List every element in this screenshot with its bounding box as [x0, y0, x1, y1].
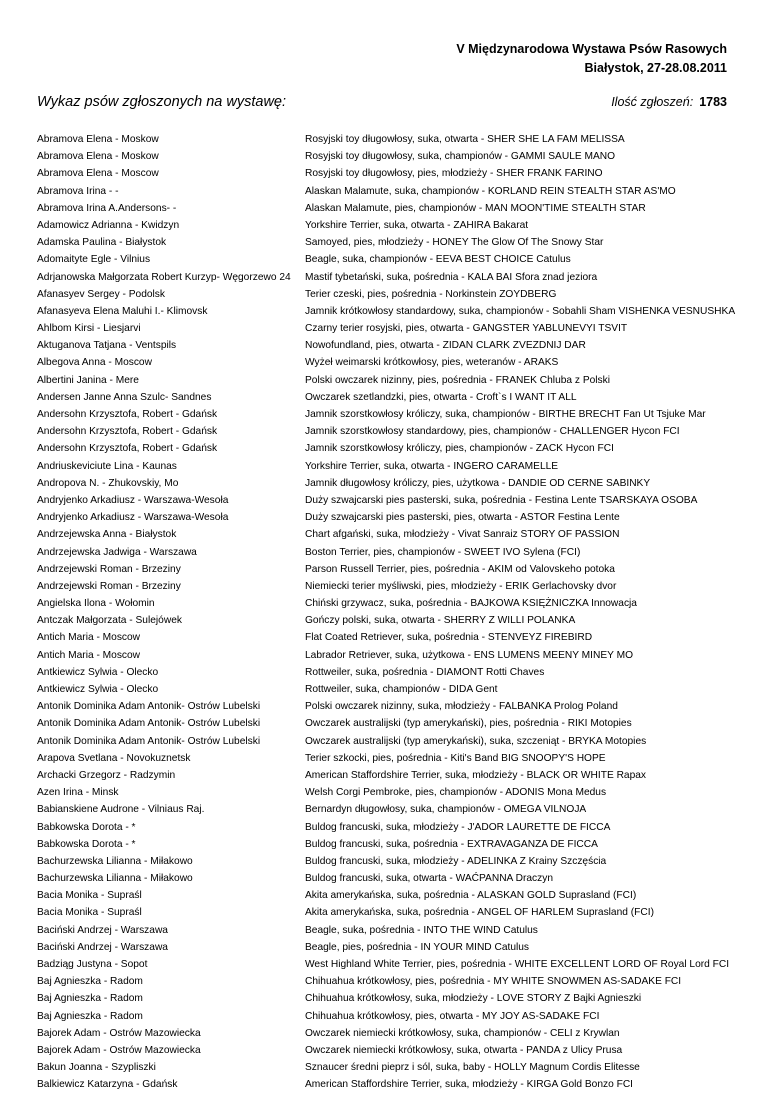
entry-row [37, 975, 757, 988]
entry-dog: Rottweiler, suka, championów - DIDA Gent [305, 684, 498, 695]
entry-row [37, 855, 757, 868]
entry-owner: Babkowska Dorota - * [37, 838, 136, 850]
entry-owner: Bajorek Adam - Ostrów Mazowiecka [37, 1044, 201, 1056]
entry-row [37, 253, 757, 266]
entry-row [37, 1044, 757, 1057]
entry-owner: Abramova Elena - Moscow [37, 168, 159, 180]
entry-row [37, 167, 757, 180]
entry-owner: Abramova Elena - Moskow [37, 151, 159, 163]
entry-owner: Andrzejewska Jadwiga - Warszawa [37, 546, 197, 558]
entry-owner: Adrjanowska Małgorzata Robert Kurzyp- Węgorzewo 24 [37, 271, 291, 283]
entry-dog: Jamnik krótkowłosy standardowy, suka, championów - Sobahli Sham VISHENKA VESNUSHKA [305, 305, 736, 317]
entry-row [37, 546, 757, 559]
entry-dog: Buldog francuski, suka, młodzieży - ADELINKA Z Krainy Szczęścia [305, 855, 607, 867]
entry-dog: Owczarek szetlandzki, pies, otwarta - Croft`s I WANT IT ALL [305, 391, 577, 403]
show-place-date: Białystok, 27-28.08.2011 [584, 61, 727, 75]
entry-owner: Azen Irina - Minsk [37, 787, 119, 799]
entry-owner: Bakun Joanna - Szypliszki [37, 1062, 156, 1074]
entry-row [37, 992, 757, 1005]
entry-dog: Chihuahua krótkowłosy, pies, pośrednia - MY WHITE SNOWMEN AS-SADAKE FCI [305, 976, 682, 988]
entry-owner: Abramova Elena - Moskow [37, 134, 159, 145]
entry-dog: Akita amerykańska, suka, pośrednia - ALASKAN GOLD Suprasland (FCI) [305, 890, 637, 902]
entry-dog: Polski owczarek nizinny, pies, pośrednia - FRANEK Chluba z Polski [305, 374, 610, 386]
entry-dog: Samoyed, pies, młodzieży - HONEY The Glow Of The Snowy Star [305, 237, 604, 249]
entry-owner: Badziąg Justyna - Sopot [37, 959, 148, 970]
entry-dog: Jamnik szorstkowłosy króliczy, suka, championów - BIRTHE BRECHT Fan Ut Tsjuke Mar [305, 409, 706, 420]
entry-dog: Beagle, suka, pośrednia - INTO THE WIND Catulus [305, 924, 538, 936]
entry-owner: Baj Agnieszka - Radom [37, 993, 143, 1005]
entry-row [37, 236, 757, 249]
entry-dog: Duży szwajcarski pies pasterski, pies, otwarta - ASTOR Festina Lente [305, 512, 620, 524]
entry-row [37, 185, 757, 198]
entry-row [37, 1061, 757, 1074]
entry-dog: Sznaucer średni pieprz i sól, suka, baby - HOLLY Magnum Cordis Elitesse [305, 1062, 640, 1074]
entry-row [37, 442, 757, 455]
entry-dog: Terier szkocki, pies, pośrednia - Kiti's Band BIG SNOOPY'S HOPE [305, 752, 606, 764]
entry-owner: Andrzejewska Anna - Białystok [37, 529, 177, 541]
entry-owner: Andrzejewski Roman - Brzeziny [37, 580, 181, 592]
entry-owner: Antonik Dominika Adam Antonik- Ostrów Lubelski [37, 701, 261, 713]
entry-owner: Andersohn Krzysztofa, Robert - Gdańsk [37, 409, 218, 420]
entry-dog: Rosyjski toy długowłosy, suka, otwarta - SHER SHE LA FAM MELISSA [305, 134, 625, 145]
entry-row [37, 752, 757, 765]
entry-row [37, 219, 757, 232]
entry-owner: Babkowska Dorota - * [37, 821, 136, 833]
entry-row [37, 408, 757, 421]
entry-row [37, 838, 757, 851]
entry-dog: Jamnik długowłosy króliczy, pies, użytkowa - DANDIE OD CERNE SABINKY [305, 477, 651, 489]
entry-dog: Bernardyn długowłosy, suka, championów - OMEGA VILNOJA [305, 804, 587, 816]
entry-row [37, 528, 757, 541]
entry-row [37, 1078, 757, 1091]
entry-owner: Aktuganova Tatjana - Ventspils [37, 340, 177, 352]
entry-dog: Mastif tybetański, suka, pośrednia - KALA BAI Sfora znad jeziora [305, 271, 598, 283]
entry-row [37, 460, 757, 473]
entry-owner: Abramova Irina A.Andersons- - [37, 202, 177, 214]
entry-row [37, 786, 757, 799]
entry-row [37, 597, 757, 610]
entry-dog: Jamnik szorstkowłosy standardowy, pies, championów - CHALLENGER Hycon FCI [305, 426, 680, 438]
entry-row [37, 700, 757, 713]
entry-dog: American Staffordshire Terrier, suka, młodzieży - BLACK OR WHITE Rapax [305, 769, 647, 781]
entry-row [37, 477, 757, 490]
entry-row [37, 271, 757, 284]
entry-owner: Albegova Anna - Moscow [37, 357, 152, 369]
entry-row [37, 150, 757, 163]
entry-owner: Antonik Dominika Adam Antonik- Ostrów Lubelski [37, 718, 261, 730]
entry-owner: Antczak Małgorzata - Sulejówek [37, 615, 182, 627]
entry-owner: Afanasyeva Elena Maluhi I.- Klimovsk [37, 305, 208, 317]
entry-owner: Ahlbom Kirsi - Liesjarvi [37, 323, 141, 335]
entry-dog: Chihuahua krótkowłosy, suka, młodzieży - LOVE STORY Z Bajki Agnieszki [305, 993, 642, 1005]
entry-dog: Rosyjski toy długowłosy, pies, młodzieży - SHER FRANK FARINO [305, 168, 603, 180]
entry-row [37, 374, 757, 387]
entry-owner: Balkiewicz Katarzyna - Gdańsk [37, 1079, 178, 1091]
entry-row [37, 322, 757, 335]
entry-row [37, 391, 757, 404]
entry-row [37, 803, 757, 816]
entry-dog: Rosyjski toy długowłosy, suka, championów - GAMMI SAULE MANO [305, 151, 616, 163]
entry-row [37, 735, 757, 748]
entries-list [37, 133, 757, 1096]
entry-owner: Andryjenko Arkadiusz - Warszawa-Wesoła [37, 512, 229, 524]
entry-row [37, 631, 757, 644]
entry-dog: Chart afgański, suka, młodzieży - Vivat Sanraiz STORY OF PASSION [305, 529, 620, 541]
entry-owner: Adomaityte Egle - Vilnius [37, 254, 151, 266]
entry-owner: Archacki Grzegorz - Radzymin [37, 769, 176, 781]
entry-row [37, 666, 757, 679]
entry-row [37, 1027, 757, 1040]
entry-owner: Antkiewicz Sylwia - Olecko [37, 666, 159, 678]
entry-dog: Nowofundland, pies, otwarta - ZIDAN CLARK ZVEZDNIJ DAR [305, 340, 586, 352]
document-header [456, 40, 727, 78]
entry-dog: Rottweiler, suka, pośrednia - DIAMONT Rotti Chaves [305, 666, 545, 678]
entry-dog: Owczarek niemiecki krótkowłosy, suka, otwarta - PANDA z Ulicy Prusa [305, 1044, 623, 1056]
entry-dog: Polski owczarek nizinny, suka, młodzieży - FALBANKA Prolog Poland [305, 701, 618, 713]
entry-owner: Baciński Andrzej - Warszawa [37, 941, 168, 953]
entry-row [37, 580, 757, 593]
entry-dog: Labrador Retriever, suka, użytkowa - ENS LUMENS MEENY MINEY MO [305, 649, 633, 661]
entry-dog: Buldog francuski, suka, pośrednia - EXTRAVAGANZA DE FICCA [305, 838, 598, 850]
entry-owner: Antich Maria - Moscow [37, 649, 141, 661]
show-title: V Międzynarodowa Wystawa Psów Rasowych [456, 42, 727, 56]
entry-row [37, 941, 757, 954]
entry-owner: Bajorek Adam - Ostrów Mazowiecka [37, 1027, 201, 1039]
entry-dog: Duży szwajcarski pies pasterski, suka, pośrednia - Festina Lente TSARSKAYA OSOBA [305, 494, 698, 506]
entry-row [37, 614, 757, 627]
entry-dog: Owczarek niemiecki krótkowłosy, suka, championów - CELI z Krywlan [305, 1027, 620, 1039]
entry-dog: Buldog francuski, suka, młodzieży - J'ADOR LAURETTE DE FICCA [305, 821, 611, 833]
entry-dog: West Highland White Terrier, pies, pośrednia - WHITE EXCELLENT LORD OF Royal Lord FCI [305, 959, 730, 970]
entry-dog: Niemiecki terier myśliwski, pies, młodzieży - ERIK Gerlachovsky dvor [305, 580, 617, 592]
entry-owner: Bachurzewska Lilianna - Miłakowo [37, 873, 193, 885]
entry-dog: Terier czeski, pies, pośrednia - Norkinstein ZOYDBERG [305, 288, 557, 300]
entry-dog: Yorkshire Terrier, suka, otwarta - ZAHIRA Bakarat [305, 219, 529, 231]
entry-owner: Andropova N. - Zhukovskiy, Mo [37, 477, 179, 489]
list-subheader [37, 94, 727, 114]
entry-dog: Gończy polski, suka, otwarta - SHERRY Z WILLI POLANKA [305, 615, 576, 627]
entry-dog: Owczarek australijski (typ amerykański), pies, pośrednia - RIKI Motopies [305, 718, 632, 730]
entry-dog: Chiński grzywacz, suka, pośrednia - BAJKOWA KSIĘŻNICZKA Innowacja [305, 598, 637, 610]
entry-owner: Andersohn Krzysztofa, Robert - Gdańsk [37, 426, 218, 438]
entry-dog: Beagle, suka, championów - EEVA BEST CHOICE Catulus [305, 254, 571, 266]
entry-owner: Baj Agnieszka - Radom [37, 1010, 143, 1022]
entry-owner: Andriuskeviciute Lina - Kaunas [37, 460, 177, 472]
entry-row [37, 563, 757, 576]
entry-owner: Baj Agnieszka - Radom [37, 976, 143, 988]
list-title: Wykaz psów zgłoszonych na wystawę: [37, 94, 287, 110]
entry-owner: Baciński Andrzej - Warszawa [37, 924, 168, 936]
entry-dog: Czarny terier rosyjski, pies, otwarta - GANGSTER YABLUNEVYI TSVIT [305, 323, 628, 335]
entry-row [37, 511, 757, 524]
entry-row [37, 133, 757, 146]
entry-owner: Angielska Ilona - Wołomin [37, 598, 155, 610]
entry-row [37, 202, 757, 215]
entry-owner: Antkiewicz Sylwia - Olecko [37, 684, 159, 695]
entry-dog: Chihuahua krótkowłosy, pies, otwarta - MY JOY AS-SADAKE FCI [305, 1010, 600, 1022]
entry-owner: Bachurzewska Lilianna - Miłakowo [37, 855, 193, 867]
entry-owner: Arapova Svetlana - Novokuznetsk [37, 752, 191, 764]
entry-owner: Babianskiene Audrone - Vilniaus Raj. [37, 804, 205, 816]
entry-dog: Yorkshire Terrier, suka, otwarta - INGERO CARAMELLE [305, 460, 559, 472]
entry-dog: Wyżeł weimarski krótkowłosy, pies, weteranów - ARAKS [305, 357, 559, 369]
entry-owner: Afanasyev Sergey - Podolsk [37, 288, 165, 300]
entry-owner: Andersen Janne Anna Szulc- Sandnes [37, 391, 212, 403]
entry-owner: Andryjenko Arkadiusz - Warszawa-Wesoła [37, 494, 229, 506]
entry-dog: American Staffordshire Terrier, suka, młodzieży - KIRGA Gold Bonzo FCI [305, 1079, 634, 1091]
entry-dog: Boston Terrier, pies, championów - SWEET IVO Sylena (FCI) [305, 546, 581, 558]
entry-row [37, 649, 757, 662]
entry-row [37, 356, 757, 369]
entry-row [37, 305, 757, 318]
entry-owner: Bacia Monika - Supraśl [37, 907, 142, 919]
entry-owner: Antich Maria - Moscow [37, 632, 141, 644]
entry-row [37, 288, 757, 301]
entry-dog: Parson Russell Terrier, pies, pośrednia - AKIM od Valovskeho potoka [305, 563, 615, 575]
entry-owner: Adamska Paulina - Białystok [37, 237, 167, 249]
entry-row [37, 958, 757, 971]
entry-dog: Owczarek australijski (typ amerykański), suka, szczeniąt - BRYKA Motopies [305, 735, 647, 747]
entry-owner: Andersohn Krzysztofa, Robert - Gdańsk [37, 443, 218, 455]
entry-row [37, 683, 757, 696]
entry-dog: Jamnik szorstkowłosy króliczy, pies, championów - ZACK Hycon FCI [305, 443, 614, 455]
entry-row [37, 924, 757, 937]
entry-owner: Andrzejewski Roman - Brzeziny [37, 563, 181, 575]
entry-owner: Adamowicz Adrianna - Kwidzyn [37, 219, 180, 231]
entry-row [37, 494, 757, 507]
entry-row [37, 872, 757, 885]
entry-owner: Abramova Irina - - [37, 185, 119, 197]
entry-row [37, 1010, 757, 1023]
entry-row [37, 769, 757, 782]
entry-owner: Antonik Dominika Adam Antonik- Ostrów Lubelski [37, 735, 261, 747]
entry-count-label: Ilość zgłoszeń: [611, 95, 694, 109]
entry-row [37, 425, 757, 438]
entry-dog: Buldog francuski, suka, otwarta - WAĆPANNA Draczyn [305, 873, 553, 885]
entry-owner: Bacia Monika - Supraśl [37, 890, 142, 902]
entry-row [37, 717, 757, 730]
entry-row [37, 906, 757, 919]
entry-dog: Alaskan Malamute, suka, championów - KORLAND REIN STEALTH STAR AS'MO [305, 185, 676, 197]
entry-row [37, 889, 757, 902]
entry-dog: Alaskan Malamute, pies, championów - MAN MOON'TIME STEALTH STAR [305, 202, 646, 214]
entry-owner: Albertini Janina - Mere [37, 374, 139, 386]
entry-dog: Welsh Corgi Pembroke, pies, championów - ADONIS Mona Medus [305, 787, 607, 799]
entry-count [611, 95, 727, 109]
entry-dog: Akita amerykańska, suka, pośrednia - ANGEL OF HARLEM Suprasland (FCI) [305, 907, 654, 919]
entry-row [37, 821, 757, 834]
entry-row [37, 339, 757, 352]
entry-dog: Beagle, pies, pośrednia - IN YOUR MIND Catulus [305, 941, 530, 953]
entry-count-value: 1783 [699, 95, 727, 109]
entry-dog: Flat Coated Retriever, suka, pośrednia - STENVEYZ FIREBIRD [305, 632, 593, 644]
